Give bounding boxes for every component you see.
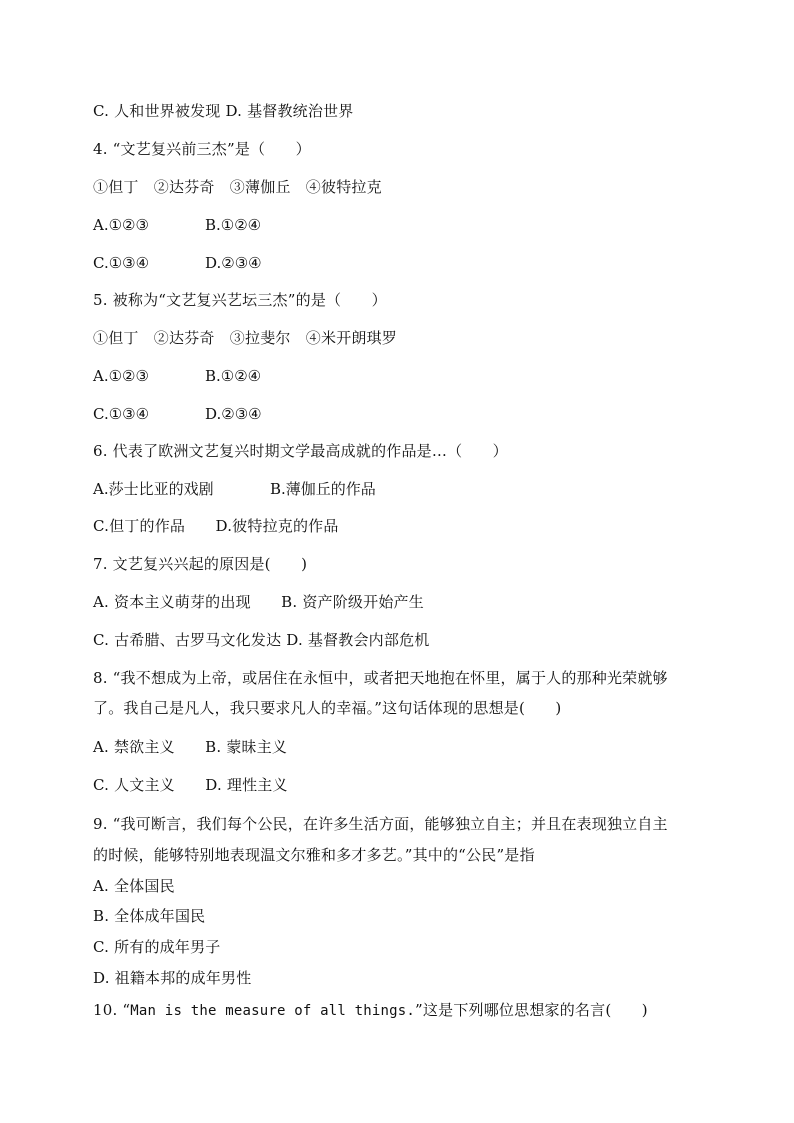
q9-stem-line-1: 9. “我可断言，我们每个公民，在许多生活方面，能够独立自主；并且在表现独立自主 bbox=[93, 815, 668, 833]
q3-option-cd: C. 人和世界被发现 D. 基督教统治世界 bbox=[93, 102, 354, 120]
q8-stem-line-1: 8. “我不想成为上帝，或居住在永恒中，或者把天地抱在怀里，属于人的那种光荣就够 bbox=[93, 669, 668, 687]
q6-option-b: B.薄伽丘的作品 bbox=[270, 480, 376, 498]
q9-option-d: D. 祖籍本邦的成年男性 bbox=[93, 969, 252, 987]
q5-option-a: A.①②③ bbox=[93, 367, 149, 385]
q8-stem-line-2: 了。我自己是凡人，我只要求凡人的幸福。”这句话体现的思想是( ) bbox=[93, 699, 562, 717]
q10-stem bbox=[93, 1000, 648, 1021]
q6-stem: 6. 代表了欧洲文艺复兴时期文学最高成就的作品是…（ ） bbox=[93, 442, 508, 460]
q4-stem: 4. “文艺复兴前三杰”是（ ） bbox=[93, 140, 311, 158]
q5-option-d: D.②③④ bbox=[205, 405, 262, 423]
q6-option-cd: C.但丁的作品 D.彼特拉克的作品 bbox=[93, 517, 339, 535]
q10-prefix: 10. “ bbox=[93, 1001, 131, 1019]
q8-option-ab: A. 禁欲主义 B. 蒙昧主义 bbox=[93, 738, 288, 756]
q5-option-b: B.①②④ bbox=[205, 367, 262, 385]
q10-quote: Man is the measure of all things. bbox=[130, 1003, 416, 1019]
q4-option-c: C.①③④ bbox=[93, 254, 150, 272]
q4-option-b: B.①②④ bbox=[205, 216, 262, 234]
q9-option-a: A. 全体国民 bbox=[93, 877, 175, 895]
q9-option-c: C. 所有的成年男子 bbox=[93, 938, 221, 956]
q4-items: ①但丁 ②达芬奇 ③薄伽丘 ④彼特拉克 bbox=[93, 178, 382, 196]
q10-suffix: ”这是下列哪位思想家的名言( ) bbox=[415, 1001, 648, 1019]
q7-option-ab: A. 资本主义萌芽的出现 B. 资产阶级开始产生 bbox=[93, 593, 424, 611]
q9-option-b: B. 全体成年国民 bbox=[93, 907, 206, 925]
q7-option-cd: C. 古希腊、古罗马文化发达 D. 基督教会内部危机 bbox=[93, 631, 430, 649]
q4-option-a: A.①②③ bbox=[93, 216, 149, 234]
q9-stem-line-2: 的时候，能够特别地表现温文尔雅和多才多艺。”其中的“公民”是指 bbox=[93, 846, 535, 864]
q5-option-c: C.①③④ bbox=[93, 405, 150, 423]
q4-option-d: D.②③④ bbox=[205, 254, 262, 272]
q5-stem: 5. 被称为“文艺复兴艺坛三杰”的是（ ） bbox=[93, 291, 387, 309]
q6-option-a: A.莎士比亚的戏剧 bbox=[93, 480, 214, 498]
q8-option-cd: C. 人文主义 D. 理性主义 bbox=[93, 776, 288, 794]
q5-items: ①但丁 ②达芬奇 ③拉斐尔 ④米开朗琪罗 bbox=[93, 329, 398, 347]
q7-stem: 7. 文艺复兴兴起的原因是( ) bbox=[93, 555, 308, 573]
